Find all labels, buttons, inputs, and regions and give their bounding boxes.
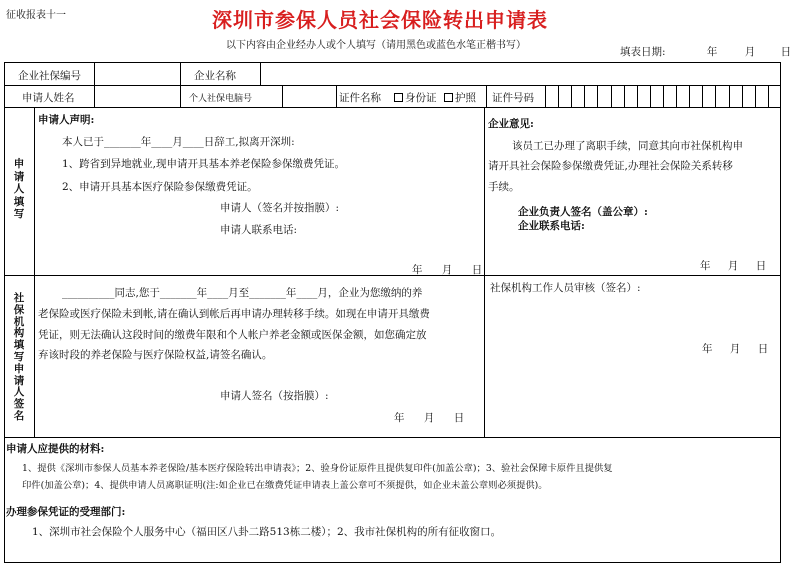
form-code: 征收报表十一 — [6, 10, 66, 21]
applicant-phone-label: 申请人联系电话: — [220, 224, 298, 236]
id-type-label: 证件名称 — [339, 92, 381, 104]
statement-line[interactable]: 本人已于_______年____月____日辞工,拟离开深圳: — [62, 136, 295, 148]
departments-title: 办理参保凭证的受理部门: — [6, 506, 126, 518]
id-cell-divider — [729, 85, 730, 107]
id-cell-divider — [597, 85, 598, 107]
notice-line2: 老保险或医疗保险未到帐,请在确认到帐后再申请办理转移手续。如现在申请开具缴费 — [38, 308, 430, 320]
id-cell-divider — [768, 85, 769, 107]
notice-sign-label: 申请人签名（按指膜）: — [220, 390, 329, 402]
section1-side-label: 申请人填写 — [13, 158, 25, 220]
id-cell-divider — [715, 85, 716, 107]
checkbox-icon — [444, 93, 453, 102]
applicant-name-label: 申请人姓名 — [22, 92, 75, 104]
option-1[interactable]: 1、跨省到异地就业,现申请开具基本养老保险参保缴费凭证。 — [62, 158, 346, 170]
applicant-sign-label: 申请人（签名并按指膜）: — [220, 202, 340, 214]
company-name-field[interactable] — [262, 64, 778, 83]
materials-title: 申请人应提供的材料: — [6, 443, 105, 455]
social-no-field[interactable] — [96, 64, 178, 83]
id-cell-divider — [637, 85, 638, 107]
id-cell-divider — [650, 85, 651, 107]
section2-side-label: 社保机构填写申请人签名 — [13, 292, 25, 422]
company-opinion-line2: 请开具社会保险参保缴费凭证,办理社会保险关系转移 — [488, 160, 733, 172]
id-cell-divider — [584, 85, 585, 107]
option-2[interactable]: 2、申请开具基本医疗保险参保缴费凭证。 — [62, 181, 258, 193]
social-no-label: 企业社保编号 — [18, 70, 81, 82]
id-cell-divider — [676, 85, 677, 107]
company-phone-label: 企业联系电话: — [518, 220, 585, 232]
passport-checkbox[interactable]: 护照 — [444, 90, 476, 105]
id-cell-divider — [611, 85, 612, 107]
id-cell-divider — [755, 85, 756, 107]
form-title: 深圳市参保人员社会保险转出申请表 — [212, 8, 548, 32]
departments-line1: 1、深圳市社会保险个人服务中心（福田区八卦二路513栋二楼）；2、我市社保机构的所有征收窗口。 — [32, 526, 502, 538]
form-subtitle: 以下内容由企业经办人或个人填写（请用黑色或蓝色水笔正楷书写） — [226, 40, 526, 51]
section2-date[interactable]: 年 月 日 — [394, 412, 465, 424]
id-cell-divider — [702, 85, 703, 107]
checkbox-icon — [394, 93, 403, 102]
company-sign-label: 企业负责人签名（盖公章）: — [518, 206, 648, 218]
company-opinion-line1: 该员工已办理了离职手续，同意其向市社保机构申 — [512, 140, 743, 152]
personal-no-field[interactable] — [284, 87, 334, 105]
materials-line2: 印件(加盖公章)；4、提供申请人员离职证明(注:如企业已在缴费凭证申请表上盖公章可不须提供，如企业未盖公章则必须提供)。 — [22, 480, 548, 491]
id-cell-divider — [558, 85, 559, 107]
id-cell-divider — [663, 85, 664, 107]
id-card-checkbox[interactable]: 身份证 — [394, 90, 437, 105]
statement-title: 申请人声明: — [38, 114, 95, 126]
company-opinion-title: 企业意见: — [488, 118, 534, 130]
notice-line3: 凭证，则无法确认这段时间的缴费年限和个人帐户养老金额或医保金额，如您确定放 — [38, 329, 427, 341]
fill-date-label: 填表日期: — [620, 46, 666, 58]
id-cell-divider — [689, 85, 690, 107]
fill-date[interactable]: 填表日期: 年 月 日 — [620, 46, 791, 58]
id-no-label: 证件号码 — [492, 92, 534, 104]
company-opinion-line3: 手续。 — [488, 181, 520, 193]
company-name-label: 企业名称 — [194, 70, 236, 82]
personal-no-label: 个人社保电脑号 — [189, 94, 253, 104]
reviewer-label: 社保机构工作人员审核（签名）: — [490, 282, 641, 294]
id-cell-divider — [571, 85, 572, 107]
id-cell-divider — [624, 85, 625, 107]
id-cell-divider — [742, 85, 743, 107]
notice-line1[interactable]: __________同志,您于_______年____月至_______年____月，企业为您缴纳的养 — [62, 287, 423, 299]
company-date[interactable]: 年 月 日 — [700, 260, 767, 272]
reviewer-date[interactable]: 年 月 日 — [702, 343, 769, 355]
applicant-name-field[interactable] — [96, 87, 178, 105]
section1-date[interactable]: 年 月 日 — [412, 264, 483, 276]
notice-line4: 弃该时段的养老保险与医疗保险权益,请签名确认。 — [38, 349, 273, 361]
materials-line1: 1、提供《深圳市参保人员基本养老保险/基本医疗保险转出申请表》；2、验身份证原件且提供复印件(加盖公章)；3、验社会保障卡原件且提供复 — [22, 463, 613, 474]
